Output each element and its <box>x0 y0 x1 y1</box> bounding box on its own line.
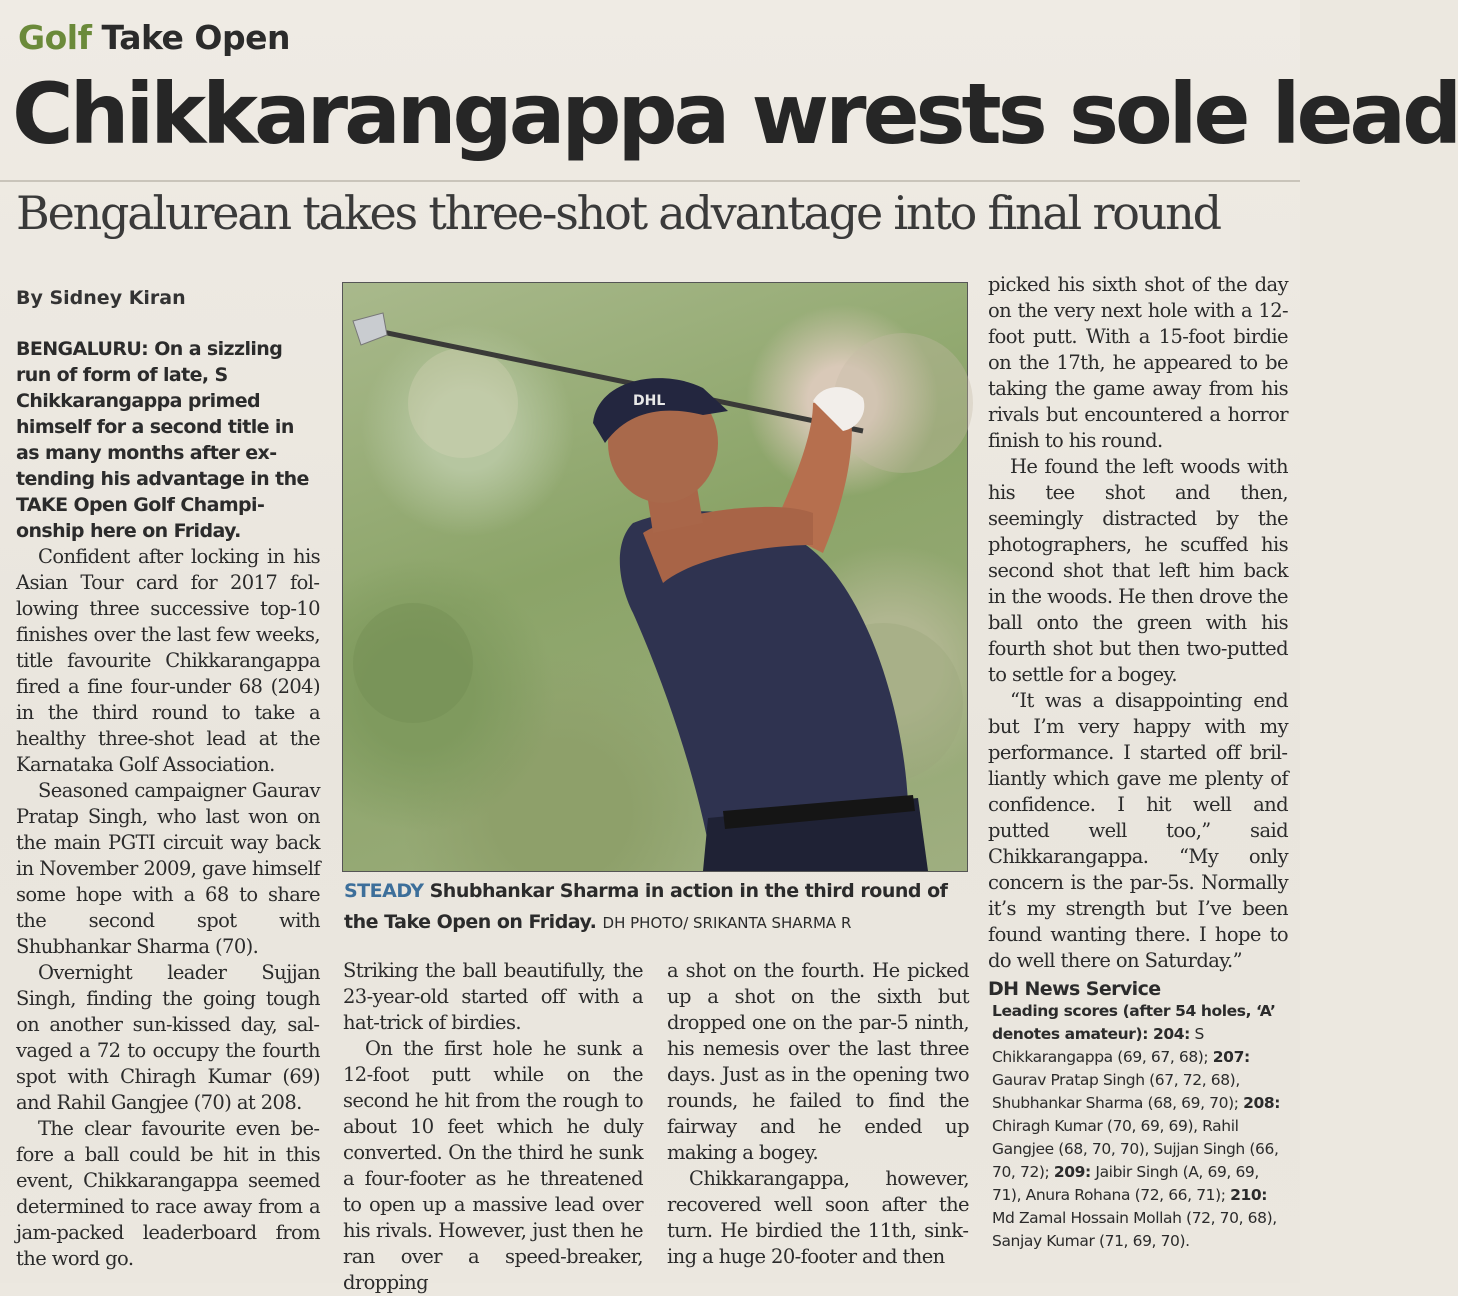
divider <box>0 180 1300 182</box>
cap-logo: DHL <box>633 393 666 409</box>
article-column-3 <box>667 958 969 1282</box>
caption-lead: STEADY <box>344 880 424 902</box>
lead-text: On a sizzling run of form of late, S Chikkarangappa primed himself for a second title in as many months after extending his advantage in the TAKE Open Golf Championship here on Friday. <box>16 338 309 542</box>
score-group-text: Gaurav Pratap Singh (67, 72, 68), Shubhankar Sharma (68, 69, 70); <box>992 1071 1244 1112</box>
paragraph: Overnight leader Sujjan Singh, finding the going tough on another sun-kissed day, salvaged a 72 to occupy the fourth spot with Chiragh Kumar (69) and Rahil Gangjee (70) at 208. <box>16 961 320 1114</box>
score-group-label: 209: <box>1053 1163 1091 1181</box>
headline: Chikkarangappa wrests sole lead <box>12 65 1458 163</box>
leading-scores <box>992 1000 1282 1253</box>
score-group-text: Jaibir Singh (A, 69, 69, 71), Anura Rohana (72, 66, 71); <box>992 1163 1259 1204</box>
byline: By Sidney Kiran <box>16 287 186 309</box>
paragraph: Chikkarangappa, however, recovered well soon after the turn. He birdied the 11th, sinking a huge 20-footer and then <box>667 1167 969 1268</box>
dateline: BENGALURU: <box>16 338 149 360</box>
golfer-illustration <box>343 283 967 871</box>
photo-caption <box>344 876 964 939</box>
score-group-label: 207: <box>1212 1048 1250 1066</box>
golfer-photo <box>342 282 968 872</box>
paragraph: picked his sixth shot of the day on the very next hole with a 12-foot putt. With a 15-foot birdie on the 17th, he appeared to be taking the game away from his rivals but encountered a horror finish to his round. <box>988 273 1288 452</box>
paragraph: He found the left woods with his tee shot and then, seemingly distracted by the photographers, he scuffed his second shot that left him back in the woods. He then drove the ball onto the green with his fourth shot but then two-putted to settle for a bogey. <box>988 455 1288 686</box>
article-column-4 <box>988 272 1288 1000</box>
subsection-label: Take Open <box>101 18 290 57</box>
deck-subheadline: Bengalurean takes three-shot advantage into final round <box>16 186 1220 240</box>
paragraph: “It was a disappointing end but I’m very happy with my performance. I started off brilliantly which gave me plenty of confidence. I hit well and putted well too,” said Chikkarangappa. “My only concern is the par-5s. Normally it’s my strength but I’ve been found wanting there. I hope to do well there on Saturday.” <box>988 689 1288 972</box>
agency-credit: DH News Service <box>988 978 1161 1000</box>
section-kicker <box>18 18 290 57</box>
paragraph: Confident after locking in his Asian Tour card for 2017 following three successive top-10 finishes over the last few weeks, title favourite Chikkarangappa fired a fine four-under 68 (204) in the third round to take a healthy three-shot lead at the Karnataka Golf Association. <box>16 545 320 776</box>
paragraph: The clear favourite even before a ball could be hit in this event, Chikkarangappa seemed determined to race away from a jam-packed leaderboard from the word go. <box>16 1117 320 1270</box>
score-group-label: 210: <box>1230 1186 1268 1204</box>
paragraph: a shot on the fourth. He picked up a shot on the sixth but dropped one on the par-5 ninth, his nemesis over the last three days. Just as in the opening two rounds, he failed to find the fairway and he ended up making a bogey. <box>667 959 969 1164</box>
score-group-text: Chiragh Kumar (70, 69, 69), Rahil Gangjee (68, 70, 70), Sujjan Singh (66, 70, 72); <box>992 1117 1279 1181</box>
caption-text: Shubhankar Sharma in action in the third round of the Take Open on Friday. <box>344 880 948 933</box>
score-group-label: 208: <box>1243 1094 1281 1112</box>
photo-credit: DH PHOTO/ SRIKANTA SHARMA R <box>602 914 852 932</box>
article-column-2 <box>343 958 643 1294</box>
score-group-text: Md Zamal Hossain Mollah (72, 70, 68), Sanjay Kumar (71, 69, 70). <box>992 1209 1277 1250</box>
article-column-1 <box>16 336 320 1282</box>
paragraph: Striking the ball beautifully, the 23-year-old started off with a hat-trick of birdies. <box>343 959 643 1034</box>
lead-paragraph <box>16 336 320 544</box>
paragraph: On the first hole he sunk a 12-foot putt while on the second he hit from the rough to about 10 feet which he duly converted. On the third he sunk a four-footer as he threatened to open up a massive lead over his rivals. However, just then he ran over a speed-breaker, dropping <box>343 1037 643 1294</box>
score-group-label: Leading scores (after 54 holes, ‘A’ denotes amateur): 204: <box>992 1002 1276 1043</box>
score-group-text: S Chikkarangappa (69, 67, 68); <box>992 1025 1213 1066</box>
section-label: Golf <box>18 18 92 57</box>
paragraph: Seasoned campaigner Gaurav Pratap Singh, who last won on the main PGTI circuit way back in November 2009, gave himself some hope with a 68 to share the second spot with Shubhankar Sharma (70). <box>16 779 320 958</box>
